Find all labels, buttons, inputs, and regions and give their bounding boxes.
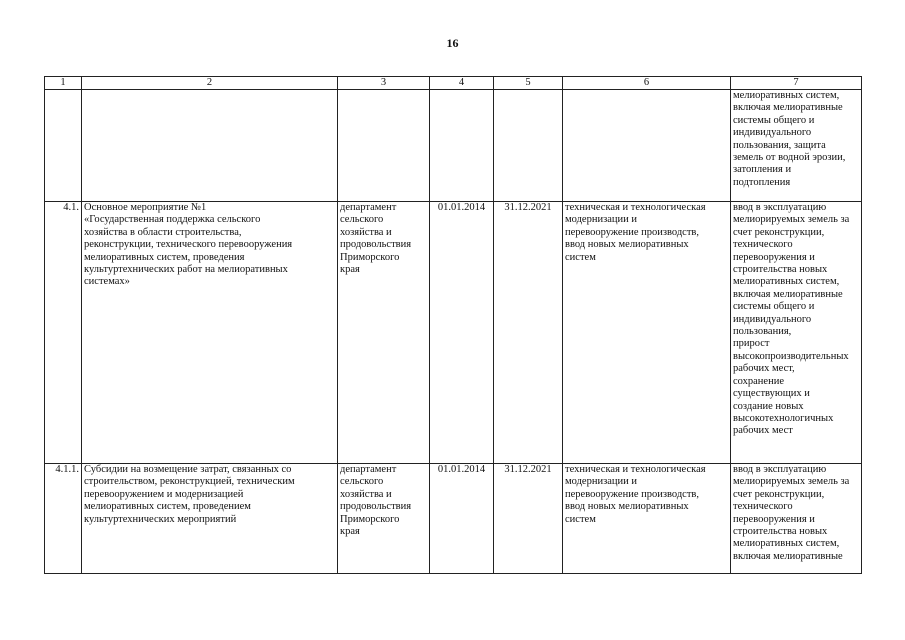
- indicator: мелиоративных систем, включая мелиоративные системы общего и индивидуального пользования, защита земель от водной эрозии, затопления и подтопления: [731, 90, 862, 202]
- page-number: 16: [446, 36, 459, 50]
- end-date: [494, 90, 563, 202]
- expected-result: [563, 90, 731, 202]
- table-header-row: [45, 77, 862, 90]
- table-row: [45, 202, 862, 464]
- executor: департамент сельского хозяйства и продовольствия Приморского края: [338, 202, 430, 464]
- row-number: 4.1.: [45, 202, 82, 464]
- column-header: 7: [731, 77, 862, 90]
- measure-name: Основное мероприятие №1 «Государственная поддержка сельского хозяйства в области строительства, реконструкции, технического перевооружения мелиоративных систем, проведения культуртехнических работ на мелиоративных системах»: [82, 202, 338, 464]
- table-row: [45, 90, 862, 202]
- row-number: [45, 90, 82, 202]
- indicator: ввод в эксплуатацию мелиорируемых земель за счет реконструкции, технического перевооружения и строительства новых мелиоративных систем, включая мелиоративные: [731, 464, 862, 574]
- executor: [338, 90, 430, 202]
- end-date: 31.12.2021: [494, 202, 563, 464]
- column-header: 2: [82, 77, 338, 90]
- column-header: 4: [430, 77, 494, 90]
- column-header: 6: [563, 77, 731, 90]
- start-date: [430, 90, 494, 202]
- executor: департамент сельского хозяйства и продовольствия Приморского края: [338, 464, 430, 574]
- indicator: ввод в эксплуатацию мелиорируемых земель за счет реконструкции, технического перевооружения и строительства новых мелиоративных систем, включая мелиоративные системы общего и индивидуального пользования, прирост высокопроизводительных рабочих мест, сохранение существующих и создание новых высокотехнологичных рабочих мест: [731, 202, 862, 464]
- column-header: 1: [45, 77, 82, 90]
- start-date: 01.01.2014: [430, 464, 494, 574]
- start-date: 01.01.2014: [430, 202, 494, 464]
- measure-name: [82, 90, 338, 202]
- column-header: 5: [494, 77, 563, 90]
- table-row: [45, 464, 862, 574]
- measures-table: [44, 76, 862, 574]
- column-header: 3: [338, 77, 430, 90]
- expected-result: техническая и технологическая модернизации и перевооружение производств, ввод новых мелиоративных систем: [563, 202, 731, 464]
- row-number: 4.1.1.: [45, 464, 82, 574]
- expected-result: техническая и технологическая модернизации и перевооружение производств, ввод новых мелиоративных систем: [563, 464, 731, 574]
- measure-name: Субсидии на возмещение затрат, связанных со строительством, реконструкцией, техническим перевооружением и модернизацией мелиоративных систем, проведением культуртехнических мероприятий: [82, 464, 338, 574]
- end-date: 31.12.2021: [494, 464, 563, 574]
